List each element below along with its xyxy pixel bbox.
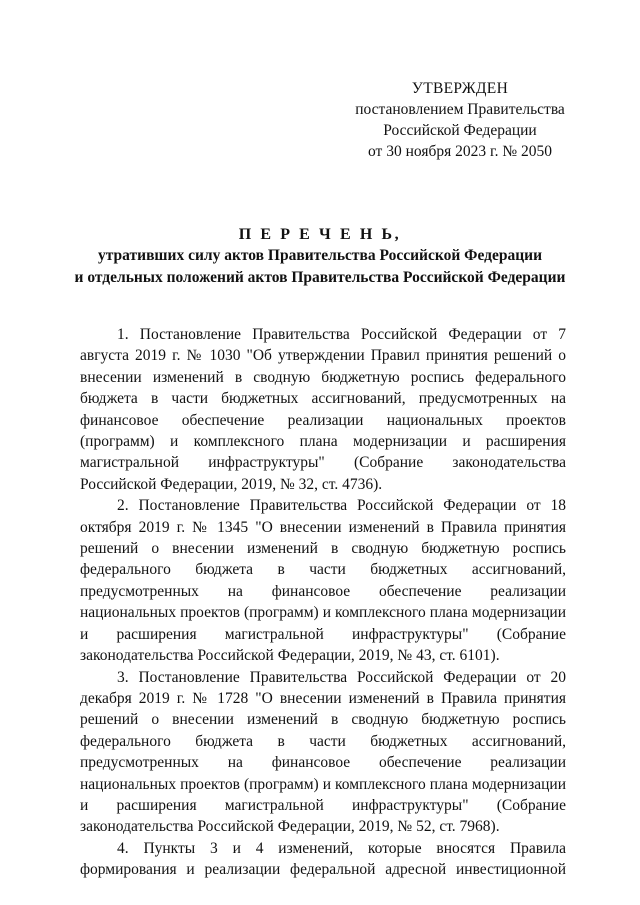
- list-item-text: 1. Постановление Правительства Российской Федерации от 7 августа 2019 г. № 1030 "Об утверждении Правил принятия решений о внесении изменений в сводную бюджетную роспись федерального бюджета в части бюджетных ассигнований, предусмотренных на финансовое обеспечение реализации национальных проектов (программ) и комплексного плана модернизации и расширения магистральной инфраструктуры" (Собрание законодательства Российской Федерации, 2019, № 32, ст. 4736).: [80, 326, 566, 493]
- list-item: [80, 838, 566, 881]
- document-subtitle: [60, 245, 580, 289]
- approval-by-line: постановлением Правительства: [355, 101, 565, 118]
- document-title: П Е Р Е Ч Е Н Ь,: [238, 226, 402, 243]
- approval-authority-line: Российской Федерации: [383, 122, 537, 139]
- approval-date-line: от 30 ноября 2023 г. № 2050: [368, 143, 552, 160]
- approval-stamp: [340, 78, 580, 162]
- document-body: [80, 324, 566, 881]
- list-item: [80, 667, 566, 838]
- approval-heading: УТВЕРЖДЕН: [411, 80, 509, 97]
- list-item-text: 4. Пункты 3 и 4 изменений, которые вносятся Правила формирования и реализации федеральной адресной инвестиционной: [80, 839, 566, 879]
- list-item-text: 3. Постановление Правительства Российской Федерации от 20 декабря 2019 г. № 1728 "О внесении изменений в Правила принятия решений о внесении изменений в сводную бюджетную роспись федерального бюджета в части бюджетных ассигнований, предусмотренных на финансовое обеспечение реализации национальных проектов (программ) и комплексного плана модернизации и расширения магистральной инфраструктуры" (Собрание законодательства Российской Федерации, 2019, № 52, ст. 7968).: [80, 668, 566, 836]
- list-item: [80, 495, 566, 666]
- subtitle-line-1: утративших силу актов Правительства Российской Федерации: [98, 247, 542, 264]
- list-item: [80, 324, 566, 495]
- list-item-text: 2. Постановление Правительства Российской Федерации от 18 октября 2019 г. № 1345 "О внесении изменений в Правила принятия решений о внесении изменений в сводную бюджетную роспись федерального бюджета в части бюджетных ассигнований, предусмотренных на финансовое обеспечение реализации национальных проектов (программ) и комплексного плана модернизации и расширения магистральной инфраструктуры" (Собрание законодательства Российской Федерации, 2019, № 43, ст. 6101).: [80, 497, 566, 665]
- subtitle-line-2: и отдельных положений актов Правительства Российской Федерации: [74, 269, 566, 286]
